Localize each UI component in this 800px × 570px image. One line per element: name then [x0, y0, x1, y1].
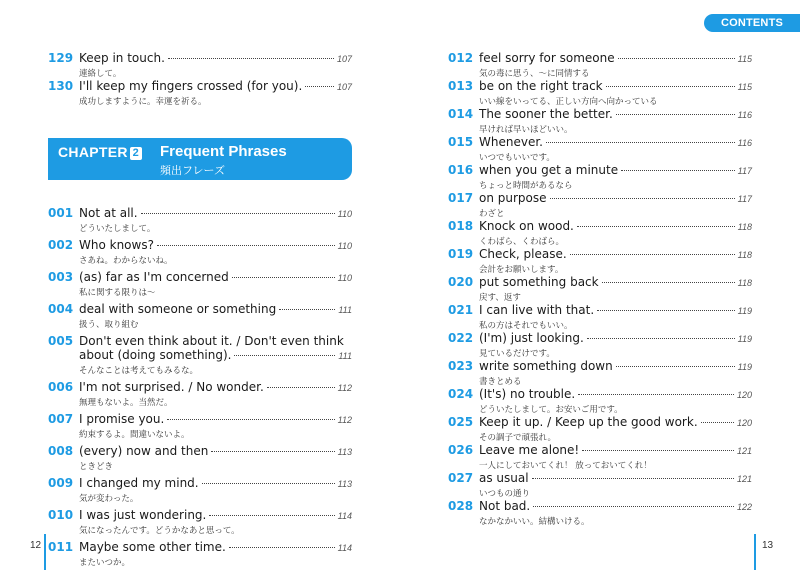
entry-translation: ちょっと時間があるなら	[479, 181, 573, 191]
toc-entry[interactable]	[48, 540, 352, 568]
right-page-marker	[754, 534, 756, 570]
toc-entry[interactable]	[48, 302, 352, 330]
toc-entry[interactable]	[448, 331, 752, 359]
entry-translation: その調子で頑張れ。	[479, 433, 557, 443]
dot-leader	[202, 483, 335, 484]
entry-translation: 気が変わった。	[79, 494, 139, 504]
entry-number: 006	[48, 380, 74, 394]
toc-entry[interactable]	[448, 191, 752, 219]
toc-entry[interactable]	[48, 270, 352, 298]
chapter-subtitle: 頻出フレーズ	[160, 164, 226, 177]
toc-entry[interactable]	[448, 247, 752, 275]
dot-leader	[546, 142, 735, 143]
dot-leader	[550, 198, 735, 199]
entry-translation: 私に関する限りは〜	[79, 288, 156, 298]
left-page-marker	[44, 534, 46, 570]
entry-number: 019	[448, 247, 474, 261]
entry-number: 013	[448, 79, 474, 93]
entry-page-number: 113	[337, 479, 352, 489]
entry-translation: ときどき	[79, 462, 114, 472]
toc-entry[interactable]	[48, 444, 352, 472]
entry-translation: 一人にしておいてくれ！ 放っておいてくれ！	[479, 461, 652, 471]
entry-number: 005	[48, 334, 74, 348]
dot-leader	[606, 86, 735, 87]
entry-number: 012	[448, 51, 474, 65]
chapter-label-text: CHAPTER	[58, 144, 128, 160]
entry-translation: くわばら、くわばら。	[479, 237, 565, 247]
entry-page-number: 119	[737, 306, 752, 316]
entry-number: 014	[448, 107, 474, 121]
entry-number: 002	[48, 238, 74, 252]
entry-phrase: Who knows?	[79, 238, 154, 252]
entry-translation: そんなことは考えてもみるな。	[79, 366, 199, 376]
toc-entry[interactable]	[48, 206, 352, 234]
entry-page-number: 111	[338, 351, 352, 361]
entry-translation: 私の方はそれでもいい。	[479, 321, 573, 331]
entry-phrase: feel sorry for someone	[479, 51, 615, 65]
entry-translation: 気の毒に思う、〜に同情する	[479, 69, 590, 79]
entry-phrase-continued: about (doing something).	[79, 348, 232, 362]
entry-page-number: 107	[336, 54, 352, 64]
entry-page-number: 121	[736, 446, 752, 456]
entry-phrase: Keep it up. / Keep up the good work.	[479, 415, 698, 429]
entry-phrase: be on the right track	[479, 79, 603, 93]
dot-leader	[621, 170, 735, 171]
entry-number: 130	[48, 79, 74, 93]
entry-phrase: I can live with that.	[479, 303, 595, 317]
entry-number: 023	[448, 359, 474, 373]
entry-phrase: (I'm) just looking.	[479, 331, 584, 345]
entry-translation: 早ければ早いほどいい。	[479, 125, 573, 135]
entry-translation: いつもの通り	[479, 489, 531, 499]
entry-page-number: 113	[337, 447, 352, 457]
entry-translation: 会計をお願いします。	[479, 265, 564, 275]
toc-entry[interactable]	[48, 238, 352, 266]
entry-phrase: I'm not surprised. / No wonder.	[79, 380, 264, 394]
toc-entry[interactable]	[448, 415, 752, 443]
dot-leader	[616, 114, 735, 115]
entry-number: 027	[448, 471, 474, 485]
chapter-header	[48, 138, 352, 180]
toc-entry[interactable]	[48, 51, 352, 79]
entry-phrase: Knock on wood.	[479, 219, 574, 233]
entry-translation: いい線をいってる、正しい方向へ向かっている	[479, 97, 658, 107]
entry-phrase: as usual	[479, 471, 529, 485]
entry-phrase: put something back	[479, 275, 599, 289]
entry-page-number: 112	[337, 415, 352, 425]
dot-leader	[211, 451, 334, 452]
entry-translation: 気になったんです。どうかなあと思って。	[79, 526, 240, 536]
dot-leader	[570, 254, 735, 255]
dot-leader	[141, 213, 335, 214]
entry-phrase: (as) far as I'm concerned	[79, 270, 229, 284]
entry-page-number: 120	[736, 418, 752, 428]
entry-phrase: Maybe some other time.	[79, 540, 226, 554]
dot-leader	[168, 58, 334, 59]
toc-entry[interactable]	[448, 443, 752, 471]
entry-page-number: 122	[736, 502, 752, 512]
entry-translation: いつでもいいです。	[479, 153, 555, 163]
entry-phrase: Keep in touch.	[79, 51, 165, 65]
entry-number: 003	[48, 270, 74, 284]
entry-translation: わざと	[479, 209, 505, 219]
dot-leader	[532, 478, 734, 479]
entry-translation: さあね。わからないね。	[79, 256, 173, 266]
entry-number: 022	[448, 331, 474, 345]
dot-leader	[267, 387, 335, 388]
dot-leader	[209, 515, 334, 516]
entry-page-number: 118	[737, 250, 752, 260]
entry-translation: どういたしまして。お安いご用です。	[479, 405, 623, 415]
entry-page-number: 119	[737, 362, 752, 372]
entry-number: 009	[48, 476, 74, 490]
entry-translation: 扱う、取り組む	[79, 320, 139, 330]
entry-number: 028	[448, 499, 474, 513]
dot-leader	[232, 277, 335, 278]
toc-entry[interactable]	[448, 275, 752, 303]
entry-number: 008	[48, 444, 74, 458]
entry-page-number: 107	[336, 82, 352, 92]
entry-number: 004	[48, 302, 74, 316]
entry-number: 025	[448, 415, 474, 429]
entry-phrase: when you get a minute	[479, 163, 619, 177]
chapter-number: 2	[130, 147, 142, 160]
toc-entry[interactable]	[448, 107, 752, 135]
entry-phrase: I changed my mind.	[79, 476, 199, 490]
dot-leader	[616, 366, 735, 367]
entry-number: 001	[48, 206, 74, 220]
entry-translation: 成功しますように。幸運を祈る。	[79, 97, 207, 107]
entry-page-number: 116	[737, 138, 752, 148]
left-page-number: 12	[30, 540, 42, 551]
toc-entry[interactable]	[48, 334, 352, 376]
entry-phrase: Not bad.	[479, 499, 531, 513]
dot-leader	[578, 394, 734, 395]
dot-leader	[229, 547, 335, 548]
toc-entry[interactable]	[448, 135, 752, 163]
entry-page-number: 115	[737, 54, 752, 64]
entry-translation: 見ているだけです。	[479, 349, 555, 359]
entry-page-number: 118	[737, 222, 752, 232]
entry-page-number: 110	[337, 209, 352, 219]
entry-page-number: 114	[337, 543, 352, 553]
dot-leader	[618, 58, 735, 59]
entry-translation: 書きとめる	[479, 377, 522, 387]
entry-translation: どういたしまして。	[79, 224, 156, 234]
entry-number: 026	[448, 443, 474, 457]
entry-number: 011	[48, 540, 74, 554]
dot-leader	[157, 245, 335, 246]
entry-page-number: 115	[737, 82, 752, 92]
entry-page-number: 119	[737, 334, 752, 344]
entry-number: 017	[448, 191, 474, 205]
entry-page-number: 120	[736, 390, 752, 400]
entry-page-number: 121	[736, 474, 752, 484]
entry-page-number: 112	[337, 383, 352, 393]
chapter-title: Frequent Phrases	[160, 143, 287, 160]
entry-page-number: 116	[737, 110, 752, 120]
entry-number: 129	[48, 51, 74, 65]
dot-leader	[305, 86, 334, 87]
toc-entry[interactable]	[48, 476, 352, 504]
entry-phrase: I promise you.	[79, 412, 165, 426]
entry-translation: なかなかいい。結構いける。	[479, 517, 590, 527]
dot-leader	[597, 310, 734, 311]
dot-leader	[533, 506, 734, 507]
dot-leader	[167, 419, 334, 420]
entry-number: 015	[448, 135, 474, 149]
toc-entry[interactable]	[48, 79, 352, 107]
entry-phrase: Check, please.	[479, 247, 567, 261]
contents-tab[interactable]: CONTENTS	[704, 14, 800, 32]
entry-phrase: on purpose	[479, 191, 547, 205]
toc-entry[interactable]	[448, 471, 752, 499]
entry-translation: 約束するよ。間違いないよ。	[79, 430, 190, 440]
entry-translation: またいつか。	[79, 558, 131, 568]
dot-leader	[587, 338, 735, 339]
entry-page-number: 110	[337, 273, 352, 283]
entry-page-number: 118	[737, 278, 752, 288]
entry-phrase: deal with someone or something	[79, 302, 277, 316]
entry-phrase: The sooner the better.	[479, 107, 613, 121]
entry-page-number: 111	[338, 305, 352, 315]
chapter-label	[58, 144, 145, 160]
entry-phrase: Leave me alone!	[479, 443, 580, 457]
entry-page-number: 114	[337, 511, 352, 521]
dot-leader	[234, 355, 335, 356]
dot-leader	[582, 450, 734, 451]
entry-number: 016	[448, 163, 474, 177]
dot-leader	[279, 309, 335, 310]
entry-phrase: I'll keep my fingers crossed (for you).	[79, 79, 303, 93]
toc-entry[interactable]	[448, 359, 752, 387]
toc-entry[interactable]	[48, 380, 352, 408]
entry-phrase: Not at all.	[79, 206, 138, 220]
entry-phrase: Whenever.	[479, 135, 543, 149]
toc-entry[interactable]	[448, 51, 752, 79]
entry-number: 007	[48, 412, 74, 426]
toc-entry[interactable]	[448, 499, 752, 527]
dot-leader	[602, 282, 735, 283]
toc-entry[interactable]	[448, 163, 752, 191]
dot-leader	[701, 422, 734, 423]
toc-entry[interactable]	[48, 412, 352, 440]
entry-phrase: write something down	[479, 359, 613, 373]
entry-number: 018	[448, 219, 474, 233]
entry-phrase: I was just wondering.	[79, 508, 207, 522]
entry-page-number: 110	[337, 241, 352, 251]
toc-entry[interactable]	[448, 219, 752, 247]
toc-entry[interactable]	[448, 303, 752, 331]
entry-translation: 無理もないよ。当然だ。	[79, 398, 173, 408]
entry-phrase: Don't even think about it. / Don't even think	[79, 334, 344, 348]
entry-number: 021	[448, 303, 474, 317]
dot-leader	[577, 226, 735, 227]
right-page-number: 13	[762, 540, 774, 551]
toc-entry[interactable]	[48, 508, 352, 536]
entry-translation: 連絡して。	[79, 69, 122, 79]
entry-page-number: 117	[737, 166, 752, 176]
entry-phrase: (every) now and then	[79, 444, 209, 458]
entry-phrase: (It's) no trouble.	[479, 387, 576, 401]
entry-number: 010	[48, 508, 74, 522]
entry-number: 024	[448, 387, 474, 401]
toc-entry[interactable]	[448, 79, 752, 107]
entry-number: 020	[448, 275, 474, 289]
toc-entry[interactable]	[448, 387, 752, 415]
entry-translation: 戻す、返す	[479, 293, 521, 303]
entry-page-number: 117	[737, 194, 752, 204]
